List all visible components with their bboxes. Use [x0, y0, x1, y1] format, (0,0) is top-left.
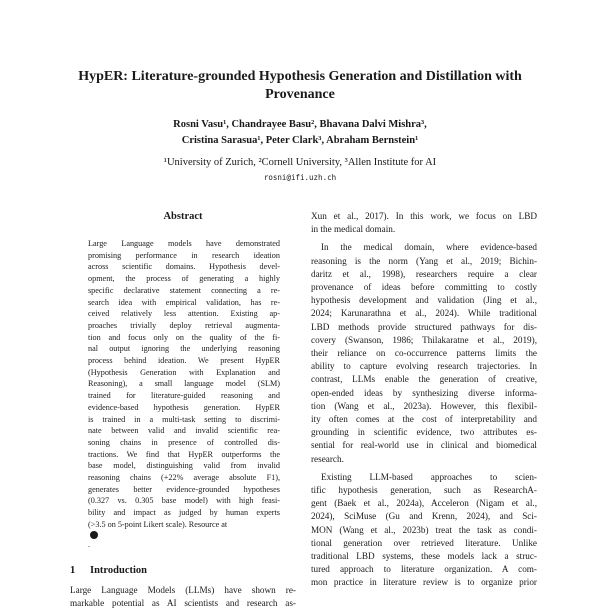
abstract-line: proaches trivially deploy retrieval augmenta- [88, 320, 280, 330]
body-line: mon practice in literature review is to organize prior [311, 577, 537, 588]
abstract-line: process behind ideation. We present HypER [88, 356, 280, 366]
body-line: MON (Wang et al., 2023b) treat the task as condi- [311, 524, 537, 535]
abstract-line: Large Language models have demonstrated [88, 239, 280, 248]
abstract-line: across scientific domains. Hypothesis devel- [88, 262, 280, 272]
title-line-2: Provenance [265, 87, 335, 102]
abstract-line: is trained in a multi-task setting to discrimi- [88, 414, 280, 424]
abstract-line: Reasoning), a small language model (SLM) [88, 379, 280, 389]
body-line: reasoning is the norm (Yang et al., 2019; Bichin- [311, 255, 537, 266]
abstract-line: ceived relatively less attention. Existing ap- [88, 309, 280, 319]
right-column [311, 210, 537, 590]
body-line: 2024; Karunarathna et al., 2024). While traditional [311, 308, 537, 319]
intro-line: markable potential as AI scientists and research as- [70, 598, 296, 609]
abstract-line: search idea with empirical validation, has re- [88, 297, 280, 307]
right-column-body [311, 210, 537, 590]
body-line: daritz et al., 1998), researchers require a clear [311, 268, 537, 279]
author-list [50, 117, 550, 149]
abstract-line: soning chains in presence of controlled dis- [88, 437, 280, 447]
author-line-2: Cristina Sarasua¹, Peter Clark³, Abraham Bernstein¹ [181, 135, 419, 146]
paper-title [50, 68, 550, 104]
section-title: Introduction [90, 565, 147, 577]
body-line: sential for real-world use in clinical and biomedical [311, 440, 537, 451]
contact-email: rosni@ifi.uzh.ch [263, 173, 337, 182]
body-line: ity often comes at the cost of interpretability and [311, 414, 537, 425]
affiliations: ¹University of Zurich, ²Cornell University, ³Allen Institute for AI [163, 157, 437, 168]
body-line: provenance of ideas before committing to costly [311, 282, 537, 293]
body-line: covery (Swanson, 1986; Thilakaratne et al., 2019), [311, 334, 537, 345]
body-line: ability to capture evolving research trajectories. In [311, 361, 537, 372]
body-line: hypothesis development and validation (Jing et al., [311, 295, 537, 306]
abstract-line: generates better evidence-grounded hypotheses [88, 484, 280, 494]
body-line: open-ended ideas by synthesizing diverse informa- [311, 387, 537, 398]
abstract-line: (Hypothesis Generation with Explanation and [88, 367, 280, 377]
author-line-1: Rosni Vasu¹, Chandrayee Basu², Bhavana Dalvi Mishra³, [173, 119, 427, 130]
body-line: Existing LLM-based approaches to scien- [321, 471, 537, 482]
body-line: research. [311, 453, 344, 464]
body-line: tional generation over retrieved literature. Unlike [311, 537, 537, 548]
abstract-line: reasoning chains (+22% average absolute F1), [88, 473, 280, 483]
abstract-line: (0.327 vs. 0.305 base model) with high feasi- [88, 496, 280, 506]
body-line: their reliance on co-occurrence patterns limits the [311, 348, 537, 359]
abstract-last-line: (>3.5 on 5-point Likert scale). Resource at . [88, 519, 228, 549]
abstract-line: opment, the process of generating a highly [88, 274, 280, 284]
abstract-line: (>3.5 on 5-point Likert scale). Resource at [88, 519, 228, 529]
intro-heading [70, 564, 296, 578]
body-line: grounding in scientific evidence, two attributes es- [311, 427, 537, 438]
body-line: Xun et al., 2017). In this work, we focus on LBD [311, 211, 537, 221]
intro-body [70, 584, 296, 610]
body-line: 2024), SciMuse (Gu and Krenn, 2024), and Sci- [311, 511, 537, 522]
body-line: tured approach to literature organization. A com- [311, 564, 537, 575]
abstract-line: tractions. We find that HypER outperforms the [88, 449, 280, 459]
abstract-line: nal output ignoring the underlying reasoning [88, 344, 280, 354]
body-line: traditional LBD systems, these models lack a struc- [311, 551, 537, 562]
abstract-line: evidence-based hypothesis generation. HypER [88, 402, 280, 412]
abstract-line: promising performance in research ideation [88, 250, 280, 260]
section-number: 1 [70, 565, 76, 577]
abstract-line: nate between valid and invalid scientific rea- [88, 426, 280, 436]
body-line: LBD methods provide structured pathways for dis- [311, 321, 537, 332]
abstract-heading: Abstract [163, 211, 203, 222]
body-line: tific hypothesis generation, such as ResearchA- [311, 485, 537, 496]
abstract-line: tion and focus only on the quality of the fi- [88, 332, 280, 342]
abstract-line: trained for literature-guided reasoning and [88, 391, 280, 401]
left-column [70, 210, 296, 611]
abstract-line: specific declarative statement connecting a re- [88, 285, 280, 295]
github-icon[interactable] [90, 531, 98, 539]
abstract-line: base model, distinguishing valid from invalid [88, 461, 280, 471]
body-line: gent (Baek et al., 2024a), Acceleron (Nigam et al., [311, 498, 537, 509]
title-line-1: HypER: Literature-grounded Hypothesis Generation and Distillation with [78, 69, 522, 84]
body-line: tion (Wang et al., 2023a). However, this flexibil- [311, 400, 537, 411]
body-line: In the medical domain, where evidence-based [321, 242, 537, 253]
body-line: in the medical domain. [311, 224, 396, 235]
abstract-body [88, 238, 280, 550]
abstract-line: bility and impact as judged by human experts [88, 508, 280, 518]
intro-line: Large Language Models (LLMs) have shown re- [70, 585, 296, 596]
body-line: contrast, LLMs enable the generation of creative, [311, 374, 537, 385]
